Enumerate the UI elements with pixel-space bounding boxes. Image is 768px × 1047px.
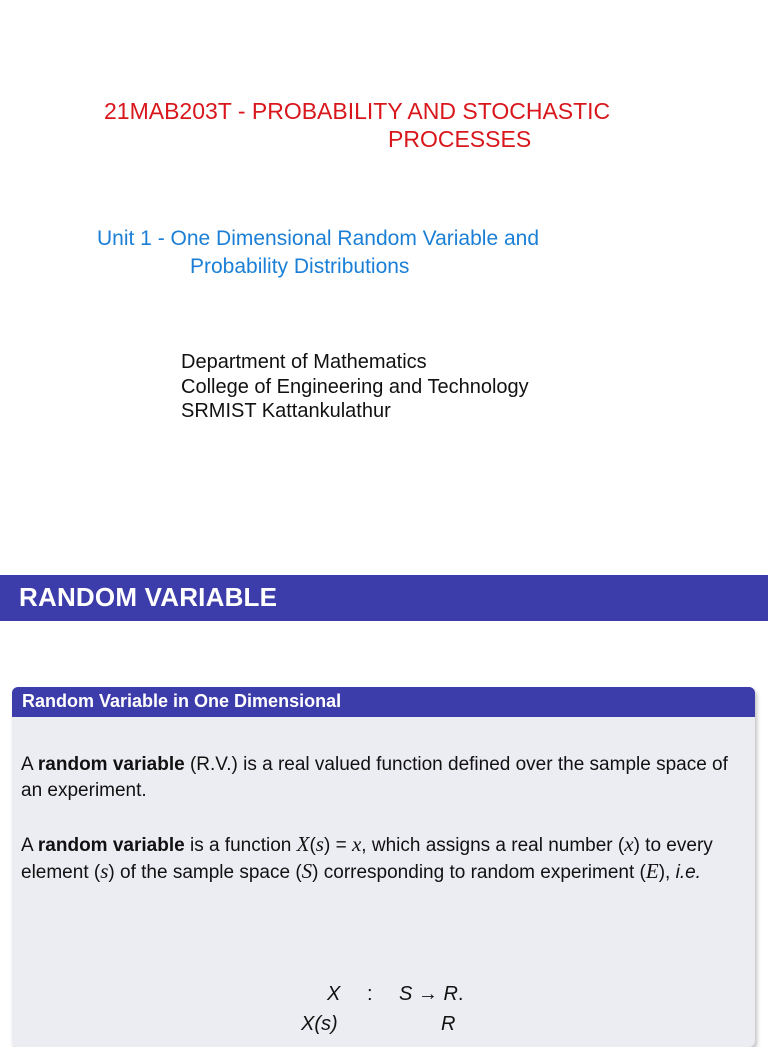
slide-title: RANDOM VARIABLE — [19, 582, 278, 612]
ie-abbrev: i.e. — [675, 861, 701, 883]
math-symbol: s — [315, 832, 324, 856]
bold-term: random variable — [37, 754, 185, 775]
text-run: ) of the sample space ( — [108, 861, 302, 883]
equation-rhs — [399, 983, 463, 1006]
definition-paragraph-1 — [21, 752, 746, 803]
math-symbol: x — [351, 832, 362, 856]
equation-colon: : — [367, 983, 373, 1005]
text-run: is a function — [184, 835, 297, 856]
bold-term: random variable — [37, 835, 185, 856]
course-title-line1: 21MAB203T - PROBABILITY AND STOCHASTIC — [104, 98, 611, 124]
unit-title-line2: Probability Distributions — [190, 255, 410, 278]
unit-title-line1: Unit 1 - One Dimensional Random Variable and — [97, 227, 540, 250]
text-run: ( — [309, 835, 316, 856]
equation-line2-lhs: X(s) — [301, 1013, 338, 1035]
definition-block-title: Random Variable in One Dimensional — [22, 691, 342, 711]
definition-paragraph-2 — [21, 832, 746, 885]
college-name: College of Engineering and Technology — [181, 375, 529, 398]
math-symbol: X — [296, 832, 310, 856]
math-symbol: S — [399, 983, 413, 1005]
text-run: ), — [658, 861, 676, 883]
author-affiliation — [181, 350, 529, 424]
text-run: A — [21, 835, 38, 856]
course-title-line2: PROCESSES — [388, 126, 532, 152]
arrow-symbol: → — [412, 983, 444, 1005]
math-symbol: S — [301, 858, 313, 883]
text-run: . — [457, 983, 464, 1005]
equation-lhs: X — [327, 983, 341, 1005]
text-run: ) = — [323, 835, 352, 856]
math-symbol: R — [443, 983, 458, 1005]
equation-line2-rhs: R — [441, 1013, 456, 1035]
definition-block-header — [12, 687, 755, 717]
course-title — [0, 97, 768, 153]
text-run: (R.V.) is a real valued function defined over the sample space of an experiment. — [21, 754, 728, 801]
math-symbol: x — [624, 832, 634, 856]
text-run: ) to every element ( — [21, 835, 713, 883]
text-run: , which assigns a real number ( — [361, 835, 625, 856]
institute-name: SRMIST Kattankulathur — [181, 400, 391, 422]
slide-title-bar — [0, 575, 768, 621]
math-symbol: s — [100, 858, 109, 883]
department-name: Department of Mathematics — [181, 351, 427, 373]
text-run: A — [21, 754, 38, 775]
unit-title — [0, 225, 768, 281]
math-symbol: E — [645, 858, 659, 883]
definition-block — [12, 687, 755, 1047]
text-run: ) corresponding to random experiment ( — [312, 861, 646, 883]
